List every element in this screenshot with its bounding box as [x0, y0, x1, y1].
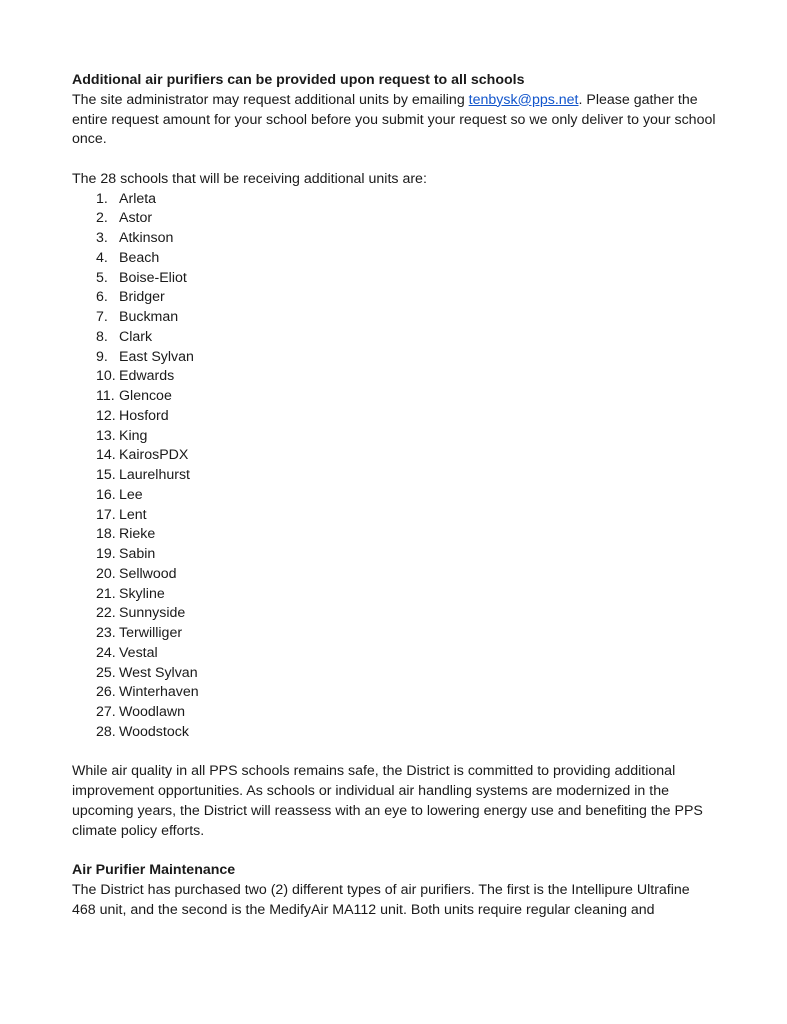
list-item-school-name: Buckman [119, 309, 179, 325]
list-item-school-name: Edwards [119, 368, 175, 385]
list-item [72, 664, 717, 684]
list-item-number: 11. [96, 388, 115, 404]
list-item-school-name: KairosPDX [119, 447, 189, 464]
list-item [72, 604, 717, 624]
list-item-school-name: Clark [119, 328, 153, 345]
list-item-school-name: Sabin [119, 546, 156, 562]
school-list-intro: The 28 schools that will be receiving additional units are: [72, 170, 427, 187]
list-item-number: 2. [96, 210, 108, 227]
list-item [72, 367, 717, 387]
list-item [72, 249, 717, 269]
list-item-number: 10. [96, 368, 116, 385]
list-item-number: 4. [96, 249, 108, 266]
list-item-school-name: Atkinson [119, 230, 174, 246]
list-item [72, 644, 717, 664]
request-paragraph [72, 91, 717, 150]
list-item-number: 15. [96, 467, 116, 483]
list-item [72, 624, 717, 644]
section-heading-maintenance: Air Purifier Maintenance [72, 862, 236, 878]
list-item-school-name: Lee [119, 486, 143, 503]
list-item [72, 427, 717, 447]
list-item-number: 9. [96, 348, 108, 365]
request-text-start: The site administrator may request additional units by emailing [72, 91, 469, 108]
list-item-school-name: Woodlawn [119, 704, 185, 720]
paragraph-spacer [72, 743, 717, 763]
list-item-number: 14. [96, 447, 116, 464]
list-item-number: 17. [96, 506, 116, 523]
list-item-school-name: Glencoe [119, 388, 172, 404]
school-list [72, 190, 717, 743]
list-item-school-name: Woodstock [119, 723, 189, 740]
list-item [72, 269, 717, 289]
list-item [72, 486, 717, 506]
list-item-school-name: West Sylvan [119, 664, 198, 681]
list-item-school-name: Sunnyside [119, 605, 186, 622]
list-item [72, 585, 717, 605]
list-item-number: 21. [96, 585, 116, 602]
list-item-number: 20. [96, 565, 116, 582]
paragraph-spacer [72, 841, 717, 861]
list-item-school-name: Laurelhurst [119, 467, 190, 483]
list-item [72, 209, 717, 229]
list-item-number: 3. [96, 230, 108, 246]
list-item-number: 23. [96, 625, 116, 641]
list-item [72, 407, 717, 427]
list-item-school-name: Arleta [119, 190, 157, 207]
list-item [72, 328, 717, 348]
list-item [72, 525, 717, 545]
list-item [72, 466, 717, 486]
list-item [72, 288, 717, 308]
list-item-school-name: Beach [119, 249, 160, 266]
list-item [72, 190, 717, 210]
list-item [72, 723, 717, 743]
list-item [72, 308, 717, 328]
request-text-end: . Please gather the entire request amount for your school before you submit your request so we only deliver to your school once. [72, 91, 716, 148]
list-item-school-name: Skyline [119, 585, 165, 602]
list-item [72, 703, 717, 723]
list-item-school-name: Vestal [119, 644, 158, 661]
list-item [72, 565, 717, 585]
list-item-school-name: Rieke [119, 526, 156, 543]
maintenance-paragraph: The District has purchased two (2) different types of air purifiers. The first is the Intellipure Ultrafine 468 unit, and the second is the MedifyAir MA112 unit. Both units require regular cleaning and [72, 881, 690, 918]
list-item [72, 387, 717, 407]
paragraph-spacer [72, 150, 717, 170]
list-item [72, 683, 717, 703]
list-item-school-name: Sellwood [119, 565, 177, 582]
list-item-school-name: Bridger [119, 289, 165, 306]
list-item-number: 19. [96, 546, 116, 562]
list-item [72, 545, 717, 565]
list-item-number: 25. [96, 664, 116, 681]
list-item-school-name: Lent [119, 506, 147, 523]
list-item [72, 348, 717, 368]
list-item-school-name: Terwilliger [119, 625, 183, 641]
document-page [72, 71, 717, 920]
list-item-school-name: Hosford [119, 407, 169, 424]
closing-paragraph: While air quality in all PPS schools remains safe, the District is committed to providing additional improvement opportunities. As schools or individual air handling systems are modernized in the upcoming years, the District will reassess with an eye to lowering energy use and benefiting the PPS climate policy efforts. [72, 763, 703, 839]
list-item-number: 22. [96, 605, 116, 622]
list-item [72, 229, 717, 249]
list-item-number: 24. [96, 644, 116, 661]
list-item-number: 1. [96, 190, 108, 207]
list-item [72, 446, 717, 466]
list-item-number: 27. [96, 704, 116, 720]
list-item-school-name: Boise-Eliot [119, 269, 187, 286]
list-item-number: 6. [96, 289, 108, 306]
list-item-number: 5. [96, 269, 108, 286]
list-item-number: 26. [96, 684, 116, 701]
list-item-number: 16. [96, 486, 116, 503]
list-item [72, 506, 717, 526]
list-item-school-name: East Sylvan [119, 348, 194, 365]
list-item-number: 12. [96, 407, 116, 424]
list-item-number: 18. [96, 526, 116, 543]
list-item-number: 28. [96, 723, 116, 740]
list-item-number: 8. [96, 328, 108, 345]
section-heading-additional-purifiers: Additional air purifiers can be provided upon request to all schools [72, 72, 525, 88]
list-item-school-name: King [119, 427, 148, 444]
list-item-school-name: Winterhaven [119, 684, 199, 701]
email-link[interactable]: tenbysk@pps.net [468, 91, 579, 108]
list-item-number: 7. [96, 309, 108, 325]
list-item-number: 13. [96, 427, 116, 444]
list-item-school-name: Astor [119, 210, 153, 227]
